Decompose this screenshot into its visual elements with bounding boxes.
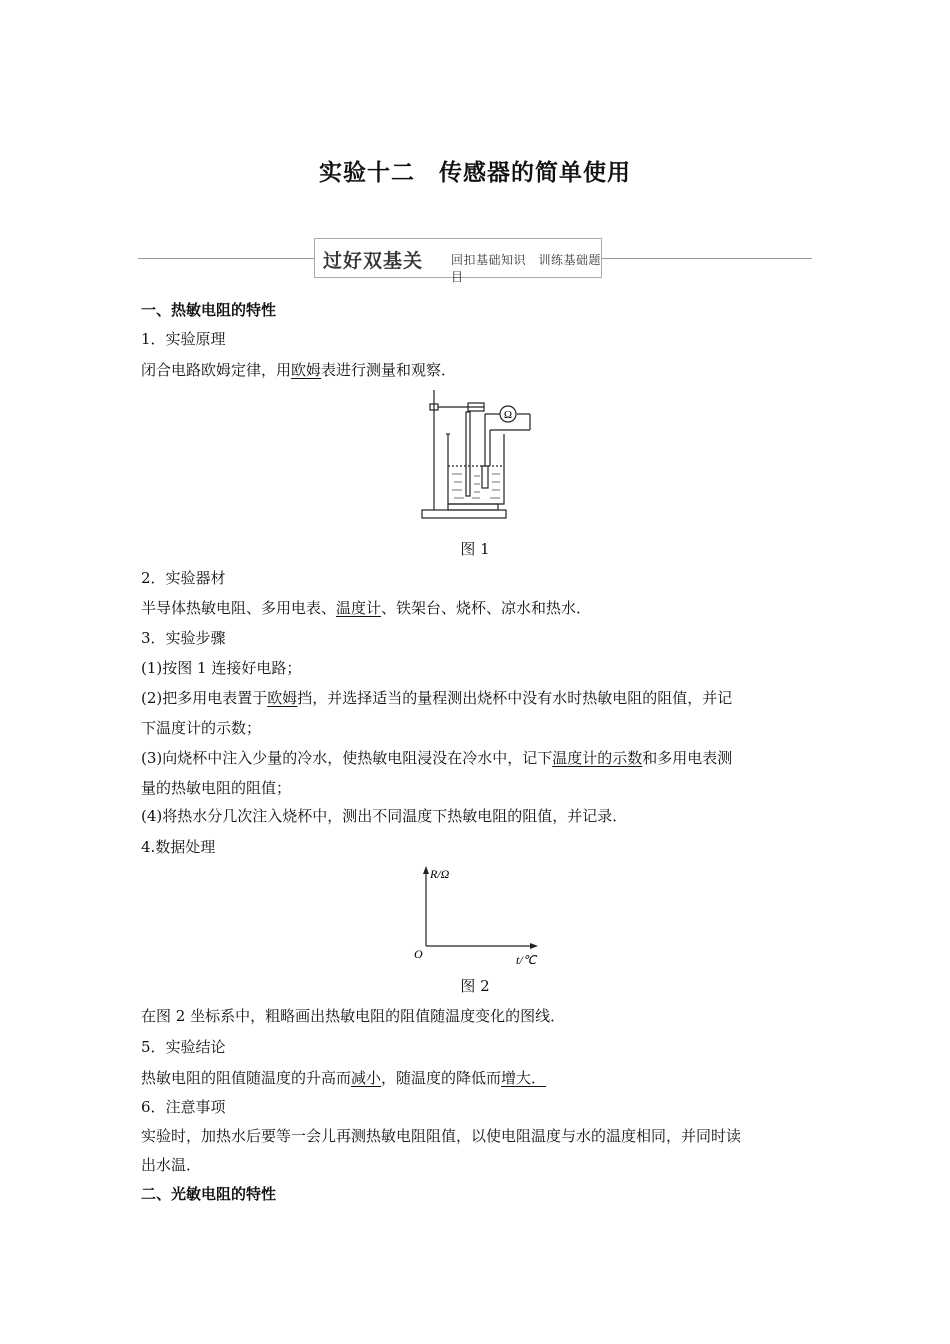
banner-main-text: 过好双基关 (323, 250, 424, 272)
step-2: (2)把多用电表置于欧姆挡，并选择适当的量程测出烧杯中没有水时热敏电阻的阻值，并记 (141, 689, 733, 707)
figure-1-caption: 图 1 (460, 540, 490, 558)
step-2-cont: 下温度计的示数； (141, 719, 262, 737)
step-4: (4)将热水分几次注入烧杯中，测出不同温度下热敏电阻的阻值，并记录． (141, 807, 628, 825)
subheading-equipment: 2．实验器材 (141, 569, 226, 587)
section-heading-1: 一、热敏电阻的特性 (141, 301, 277, 319)
y-axis-label: R/Ω (430, 867, 450, 881)
figure-2-axes (408, 862, 548, 970)
meter-symbol: Ω (503, 409, 513, 421)
section-banner (138, 236, 812, 282)
banner-rule-right (602, 258, 812, 259)
notes-line-1: 实验时，加热水后要等一会儿再测热敏电阻阻值，以使电阻温度与水的温度相同，并同时读 (141, 1127, 742, 1145)
section-heading-2: 二、光敏电阻的特性 (141, 1185, 277, 1203)
banner-box (314, 238, 602, 284)
x-axis-label: t/℃ (516, 953, 537, 967)
page-title: 实验十二 传感器的简单使用 (319, 160, 631, 186)
equipment-text: 半导体热敏电阻、多用电表、温度计、铁架台、烧杯、凉水和热水． (141, 599, 592, 617)
origin-label: O (414, 947, 423, 961)
conclusion-text: 热敏电阻的阻值随温度的升高而减小，随温度的降低而增大． (141, 1069, 547, 1087)
principle-text: 闭合电路欧姆定律，用欧姆表进行测量和观察． (141, 361, 457, 379)
banner-sub-text: 回扣基础知识 训练基础题目 (451, 253, 602, 284)
notes-line-2: 出水温． (141, 1156, 202, 1174)
data-text: 在图 2 坐标系中，粗略画出热敏电阻的阻值随温度变化的图线． (141, 1007, 566, 1025)
subheading-notes: 6．注意事项 (141, 1098, 226, 1116)
step-3-cont: 量的热敏电阻的阻值； (141, 779, 292, 797)
subheading-principle: 1．实验原理 (141, 330, 226, 348)
subheading-data: 4.数据处理 (141, 838, 216, 856)
step-1: (1)按图 1 连接好电路； (141, 659, 302, 677)
subheading-conclusion: 5．实验结论 (141, 1038, 226, 1056)
step-3: (3)向烧杯中注入少量的冷水，使热敏电阻浸没在冷水中，记下温度计的示数和多用电表测 (141, 749, 733, 767)
figure-1-apparatus (418, 386, 538, 526)
figure-2-caption: 图 2 (460, 977, 490, 995)
subheading-steps: 3．实验步骤 (141, 629, 226, 647)
banner-rule-left (138, 258, 314, 259)
